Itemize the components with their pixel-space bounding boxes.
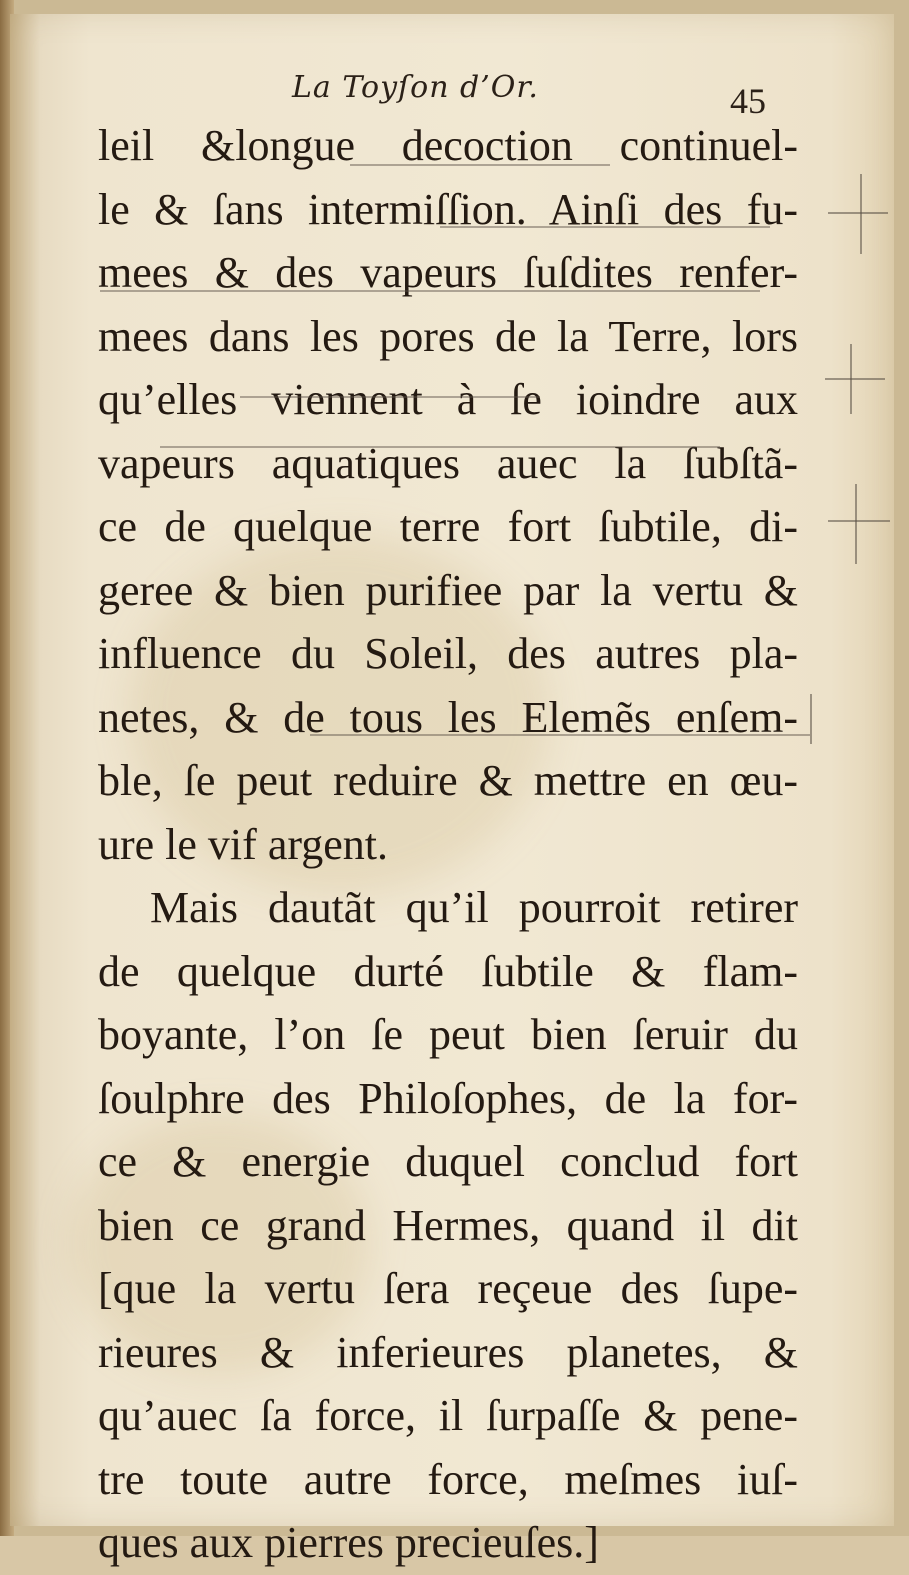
text-line: ce de quelque terre fort ſubtile, di-: [98, 502, 798, 551]
body-text: [98, 114, 798, 1575]
text-line: le & ſans intermiſſion. Ainſi des fu-: [98, 184, 798, 234]
text-line: ce & energie duquel conclud fort: [98, 1137, 798, 1186]
text-line: ques aux pierres precieuſes.]: [98, 1518, 599, 1567]
pencil-underline: [310, 734, 810, 736]
book-page: [10, 14, 894, 1567]
text-line: rieures & inferieures planetes, &: [98, 1327, 798, 1377]
margin-pencil-mark: [810, 694, 812, 744]
text-line: de quelque durté ſubtile & flam-: [98, 946, 798, 996]
paragraph-1: [98, 114, 798, 876]
text-line: qu’auec ſa force, il ſurpaſſe & pene-: [98, 1391, 798, 1440]
text-line: mees & des vapeurs ſuſdites renfer-: [98, 248, 798, 297]
margin-pencil-mark: [860, 174, 862, 254]
text-line: vapeurs aquatiques auec la ſubſtã-: [98, 438, 798, 488]
paragraph-2: [98, 876, 798, 1575]
text-line: netes, & de tous les Elemẽs enſem-: [98, 692, 798, 742]
text-line: geree & bien purifiee par la vertu &: [98, 565, 798, 615]
margin-pencil-mark: [855, 484, 857, 564]
text-line: bien ce grand Hermes, quand il dit: [98, 1200, 798, 1250]
margin-pencil-mark: [828, 520, 890, 522]
page-header: [10, 66, 894, 121]
margin-pencil-mark: [825, 378, 885, 380]
pencil-underline: [160, 446, 720, 448]
running-title: La Toyſon d’Or.: [292, 70, 539, 105]
text-line: qu’elles viennent à ſe ioindre aux: [98, 375, 798, 424]
text-line: mees dans les pores de la Terre, lors: [98, 311, 798, 361]
text-line: boyante, l’on ſe peut bien ſeruir du: [98, 1010, 798, 1059]
pencil-underline: [350, 164, 610, 166]
text-line: tre toute autre force, meſmes iuſ-: [98, 1454, 798, 1504]
text-line: ble, ſe peut reduire & mettre en œu-: [98, 756, 798, 805]
text-line: Mais dautãt qu’il pourroit retirer: [150, 883, 798, 932]
text-line: ſoulphre des Philoſophes, de la for-: [98, 1073, 798, 1123]
pencil-underline: [100, 290, 760, 292]
text-line: [que la vertu ſera reçeue des ſupe-: [98, 1264, 798, 1313]
margin-pencil-mark: [828, 212, 888, 214]
text-line: leil &longue decoction continuel-: [98, 121, 798, 170]
text-line: influence du Soleil, des autres pla-: [98, 629, 798, 678]
pencil-underline: [440, 226, 770, 228]
text-line: ure le vif argent.: [98, 819, 388, 869]
pencil-underline: [240, 396, 540, 398]
page-number: 45: [730, 81, 766, 121]
